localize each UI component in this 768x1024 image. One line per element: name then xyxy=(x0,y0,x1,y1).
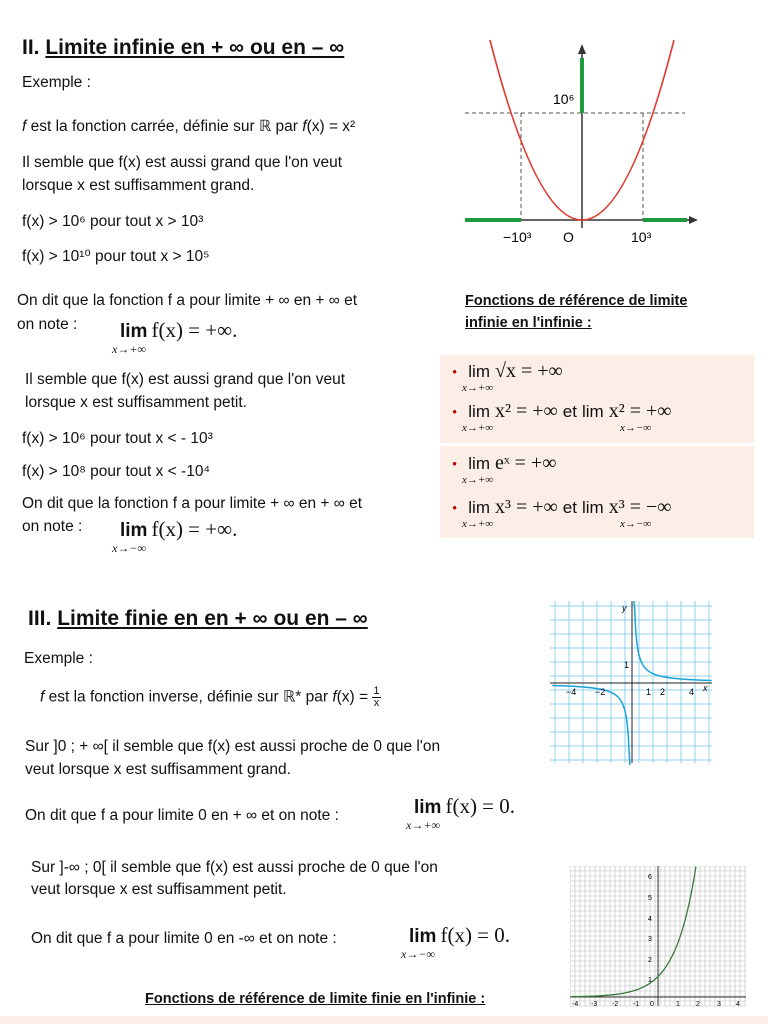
lim-keyword: lim xyxy=(409,926,437,947)
ref-row xyxy=(452,360,563,394)
inverse-function-graph xyxy=(550,601,714,765)
bullet-icon: • xyxy=(452,457,458,473)
tick-label: 3 xyxy=(717,1001,721,1008)
bullet-icon: • xyxy=(452,365,458,381)
paragraph-line: veut lorsque x est suffisamment grand. xyxy=(25,761,291,778)
grid xyxy=(550,601,712,763)
definition-line: On dit que la fonction f a pour limite + ∞ en + ∞ et xyxy=(17,292,358,309)
inverse-curve-negative xyxy=(552,686,630,766)
inequality: f(x) > 10⁶ pour tout x > 10³ xyxy=(22,213,204,230)
f-symbol: f xyxy=(302,118,307,135)
ref-infinite-title xyxy=(465,290,687,334)
lim-keyword: lim xyxy=(120,321,148,342)
tick-label: -4 xyxy=(572,1001,579,1008)
paragraph-line: Il semble que f(x) est aussi grand que l'on veut xyxy=(22,154,343,171)
definition-line: On dit que f a pour limite 0 en -∞ et on note : xyxy=(31,930,337,947)
ref-finite-title: Fonctions de référence de limite finie en l'infinie : xyxy=(145,991,486,1007)
inequality: f(x) > 10⁸ pour tout x < -10⁴ xyxy=(22,463,211,480)
f-symbol: f xyxy=(332,688,337,706)
tick-label: 1 xyxy=(624,660,630,670)
et-conjunction: et xyxy=(562,402,577,421)
heading-title: Limite infinie en + ∞ ou en – ∞ xyxy=(45,36,345,59)
tick-label: 2 xyxy=(660,687,666,697)
heading-title: Limite finie en en + ∞ ou en – ∞ xyxy=(57,607,368,630)
ref-expression: eˣ = +∞ xyxy=(494,452,557,474)
limit-formula xyxy=(401,923,511,961)
lim-subscript: x→+∞ xyxy=(462,422,494,434)
ref-expression: x² = +∞ xyxy=(494,400,558,422)
paragraph-line: Sur ]0 ; + ∞[ il semble que f(x) est aussi proche de 0 que l'on xyxy=(25,738,441,755)
ref-title-line: Fonctions de référence de limite xyxy=(465,293,688,309)
x-neg-label: −10³ xyxy=(503,229,532,245)
limit-formula xyxy=(112,517,238,555)
ref-row xyxy=(452,496,672,530)
lim-subscript: x→−∞ xyxy=(620,518,652,530)
limit-subscript: x→+∞ xyxy=(112,342,146,356)
y-axis-arrow xyxy=(578,44,586,54)
origin-label: O xyxy=(563,229,574,245)
ref-expression: x² = +∞ xyxy=(608,400,672,422)
example-label: Exemple : xyxy=(22,74,91,91)
paragraph-line: Il semble que f(x) est aussi grand que l'on veut xyxy=(25,371,346,388)
limit-expression: f(x) = +∞. xyxy=(151,517,238,541)
inequality: f(x) > 10⁶ pour tout x < - 10³ xyxy=(22,430,213,447)
ref-row xyxy=(452,400,672,434)
definition-line: On dit que f a pour limite 0 en + ∞ et on note : xyxy=(25,807,339,824)
example-label: Exemple : xyxy=(24,650,93,667)
definition-text: est la fonction inverse, définie sur ℝ* par xyxy=(48,688,328,706)
x-axis-label: x xyxy=(703,683,708,693)
f-symbol: f xyxy=(22,118,27,135)
limit-subscript: x→−∞ xyxy=(112,541,146,555)
tick-label: 2 xyxy=(696,1001,700,1008)
ref-expression: x³ = +∞ xyxy=(494,496,558,518)
tick-label: 1 xyxy=(676,1001,680,1008)
tick-label: 5 xyxy=(648,895,652,902)
paragraph-line: lorsque x est suffisamment grand. xyxy=(22,177,255,194)
tick-label: 0 xyxy=(650,1001,654,1008)
heading-number: III. xyxy=(28,607,52,630)
tick-label: 1 xyxy=(648,977,652,984)
bullet-icon: • xyxy=(452,405,458,421)
square-function-graph xyxy=(455,38,705,253)
formula: (x) = x² xyxy=(306,118,356,135)
definition-line: on note : xyxy=(22,518,83,535)
lim-subscript: x→−∞ xyxy=(620,422,652,434)
lim-keyword: lim xyxy=(468,498,490,517)
y-label: 10⁶ xyxy=(553,91,575,107)
tick-label: 1 xyxy=(646,687,652,697)
tick-label: −2 xyxy=(595,687,606,697)
ref-expression: √x = +∞ xyxy=(494,360,563,382)
x-pos-label: 10³ xyxy=(631,229,652,245)
square-function-definition xyxy=(22,116,355,138)
ref-expression: x³ = −∞ xyxy=(608,496,672,518)
lim-subscript: x→+∞ xyxy=(462,518,494,530)
limit-expression: f(x) = 0. xyxy=(445,794,516,818)
definition-text: est la fonction carrée, définie sur ℝ par xyxy=(30,118,298,135)
exponential-graph xyxy=(570,866,748,1012)
inequality: f(x) > 10¹⁰ pour tout x > 10⁵ xyxy=(22,248,210,265)
formula: (x) = xyxy=(336,688,369,706)
inverse-curve-positive xyxy=(633,601,711,681)
tick-label: 4 xyxy=(648,916,652,923)
tick-label: 2 xyxy=(648,957,652,964)
inverse-function-definition xyxy=(40,686,381,709)
section-2-heading xyxy=(22,36,344,60)
section-3-heading xyxy=(28,607,368,631)
limit-formula xyxy=(406,794,516,832)
paragraph-line: lorsque x est suffisamment petit. xyxy=(25,394,247,411)
limit-subscript: x→−∞ xyxy=(401,947,435,961)
fraction-numerator: 1 xyxy=(373,685,380,697)
ref-row xyxy=(452,452,557,486)
y-axis-label: y xyxy=(622,603,627,613)
limit-expression: f(x) = 0. xyxy=(440,923,511,947)
lim-keyword: lim xyxy=(468,362,490,381)
et-conjunction: et xyxy=(562,498,577,517)
definition-line: On dit que la fonction f a pour limite + ∞ en + ∞ et xyxy=(22,495,363,512)
limit-formula xyxy=(112,318,238,356)
ref-title-line: infinie en l'infinie : xyxy=(465,315,592,331)
lim-keyword: lim xyxy=(468,402,490,421)
fraction-denominator: x xyxy=(373,697,380,709)
tick-label: -3 xyxy=(591,1001,598,1008)
definition-line: on note : xyxy=(17,316,78,333)
tick-label: -1 xyxy=(633,1001,640,1008)
tick-label: 3 xyxy=(648,936,652,943)
bullet-icon: • xyxy=(452,501,458,517)
lim-keyword: lim xyxy=(581,498,604,517)
x-axis-arrow xyxy=(689,216,698,224)
tick-label: 4 xyxy=(736,1001,740,1008)
lim-keyword: lim xyxy=(120,520,148,541)
paragraph-line: Sur ]-∞ ; 0[ il semble que f(x) est aussi proche de 0 que l'on xyxy=(31,859,438,876)
tick-label: −4 xyxy=(566,687,577,697)
tick-label: 4 xyxy=(689,687,695,697)
fraction xyxy=(372,686,380,709)
limit-subscript: x→+∞ xyxy=(406,818,440,832)
lim-keyword: lim xyxy=(581,402,604,421)
heading-number: II. xyxy=(22,36,40,59)
lim-subscript: x→+∞ xyxy=(462,382,494,394)
f-symbol: f xyxy=(40,688,45,706)
lim-keyword: lim xyxy=(414,797,442,818)
paragraph-line: veut lorsque x est suffisamment petit. xyxy=(31,881,287,898)
ref-box-finite xyxy=(0,1016,768,1024)
lim-keyword: lim xyxy=(468,454,490,473)
tick-label: 6 xyxy=(648,874,652,881)
limit-expression: f(x) = +∞. xyxy=(151,318,238,342)
tick-label: -2 xyxy=(612,1001,619,1008)
lim-subscript: x→+∞ xyxy=(462,474,494,486)
